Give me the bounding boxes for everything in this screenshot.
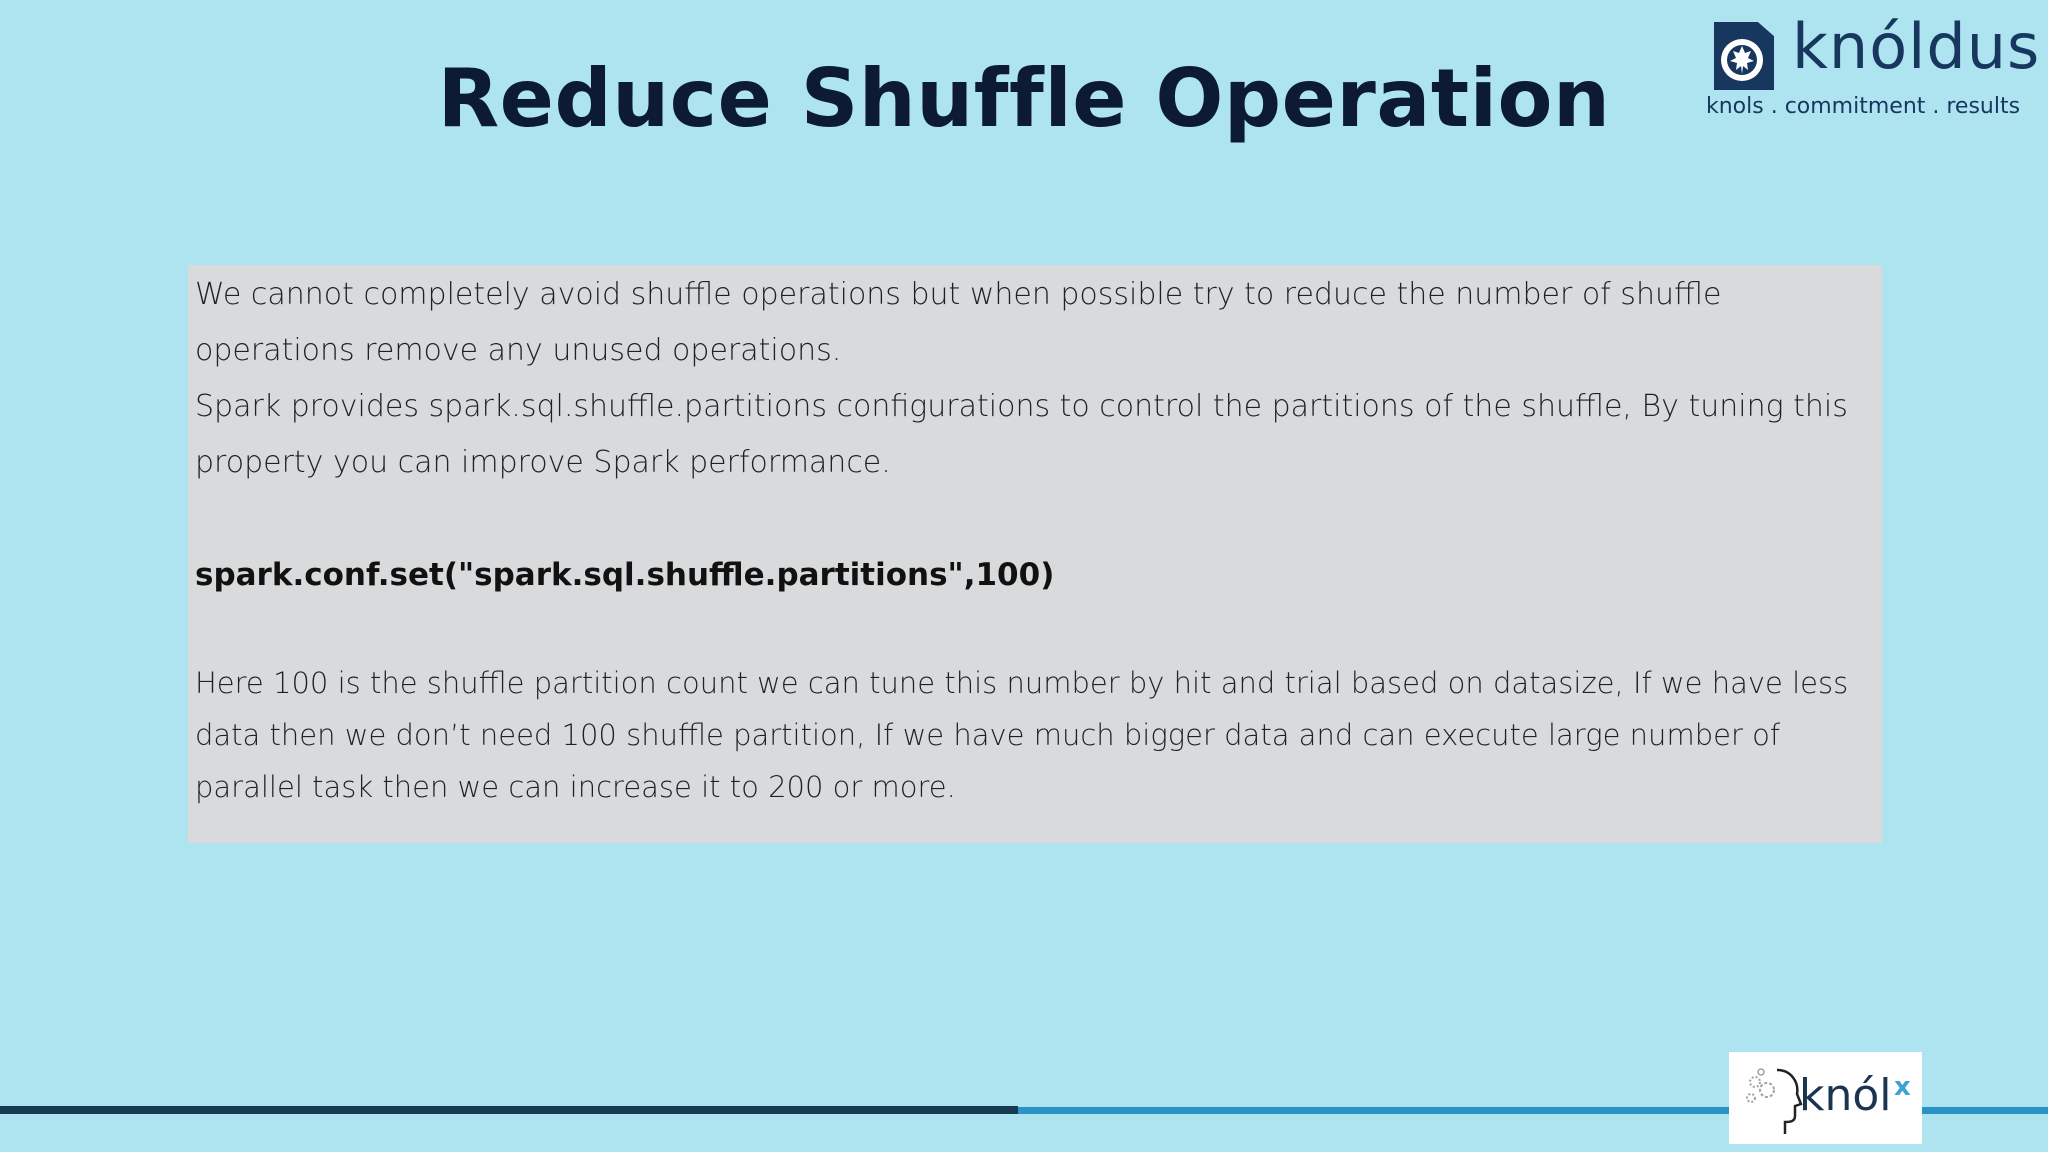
paragraph-reduce-shuffles: We cannot completely avoid shuffle operations but when possible try to reduce the number of shuffle operations remove any unused operations. (195, 277, 1722, 368)
footer-bar-dark (0, 1106, 1018, 1114)
head-gears-icon (1737, 1060, 1807, 1138)
knoldus-brand (1700, 10, 2041, 124)
code-snippet: spark.conf.set("spark.sql.shuffle.partitions",100) (195, 557, 1055, 593)
intro-text (195, 267, 1875, 491)
maple-leaf-shield-icon (1708, 18, 1780, 94)
knolx-superscript: x (1894, 1072, 1911, 1102)
knolx-wordmark: knól (1799, 1070, 1892, 1121)
brand-name: knóldus (1792, 10, 2041, 83)
paragraph-explanation: Here 100 is the shuffle partition count we can tune this number by hit and trial based on datasize, If we have less data then we don’t need 100 shuffle partition, If we have much bigger data and can execute large number of parallel task then we can increase it to 200 or more. (195, 666, 1849, 804)
knolx-badge (1729, 1052, 1922, 1144)
content-box (188, 265, 1882, 843)
paragraph-spark-config: Spark provides spark.sql.shuffle.partitions configurations to control the partitions of the shuffle, By tuning this property you can improve Spark performance. (195, 389, 1848, 480)
brand-tagline: knols . commitment . results (1706, 94, 2021, 119)
slide-title: Reduce Shuffle Operation (437, 52, 1611, 145)
